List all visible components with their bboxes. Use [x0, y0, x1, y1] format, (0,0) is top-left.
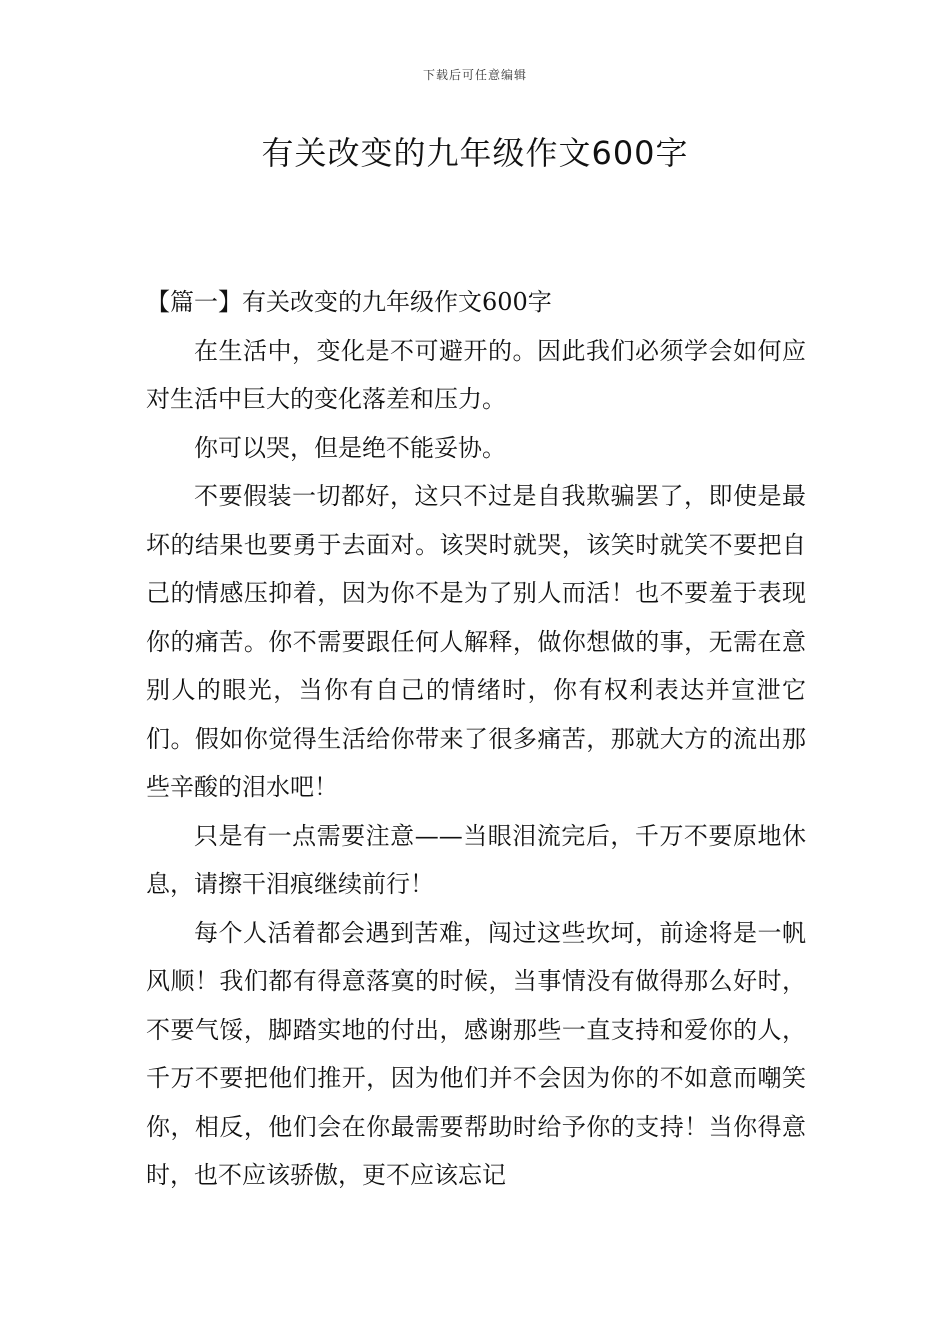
paragraph-5: 每个人活着都会遇到苦难，闯过这些坎坷，前途将是一帆风顺！我们都有得意落寞的时候，当事情没有做得那么好时，不要气馁，脚踏实地的付出，感谢那些一直支持和爱你的人，千万不要把他们推开，因为他们并不会因为你的不如意而嘲笑你，相反，他们会在你最需要帮助时给予你的支持！当你得意时，也不应该骄傲，更不应该忘记: [146, 918, 806, 1189]
paragraph-1: 在生活中，变化是不可避开的。因此我们必须学会如何应对生活中巨大的变化落差和压力。: [146, 336, 806, 413]
paragraph-3: 不要假装一切都好，这只不过是自我欺骗罢了，即使是最坏的结果也要勇于去面对。该哭时就哭，该笑时就笑不要把自己的情感压抑着，因为你不是为了别人而活！也不要羞于表现你的痛苦。你不需要跟任何人解释，做你想做的事，无需在意别人的眼光，当你有自己的情绪时，你有权利表达并宣泄它们。假如你觉得生活给你带来了很多痛苦，那就大方的流出那些辛酸的泪水吧！: [146, 482, 806, 801]
paragraph-4: 只是有一点需要注意——当眼泪流完后，千万不要原地休息，请擦干泪痕继续前行！: [146, 821, 806, 898]
document-body: [146, 278, 806, 1200]
document-title: 有关改变的九年级作文600字: [261, 134, 689, 172]
paragraph-2: 你可以哭，但是绝不能妥协。: [194, 433, 506, 462]
section-heading: 【篇一】有关改变的九年级作文600字: [146, 288, 552, 316]
header-note: 下载后可任意编辑: [422, 68, 527, 82]
